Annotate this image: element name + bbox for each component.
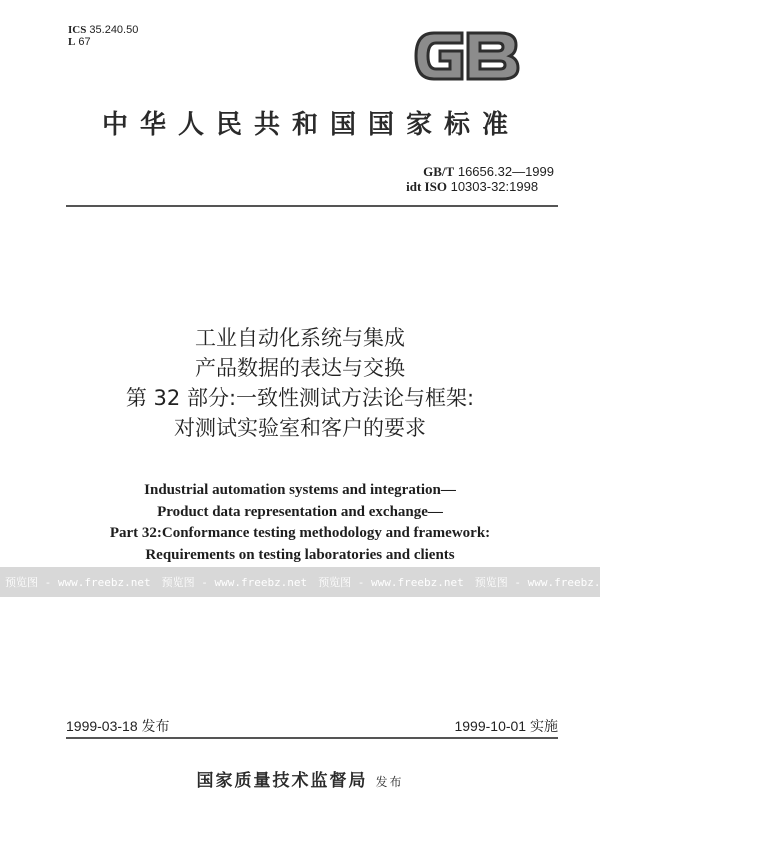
- gbt-number: GB/T 16656.32—1999: [423, 164, 554, 179]
- header-divider: [66, 205, 558, 207]
- watermark-text: 预览图 - www.freebz.net: [5, 576, 151, 589]
- l-line: L 67: [68, 36, 91, 48]
- watermark-text: 预览图 - www.freebz.net: [474, 576, 621, 589]
- english-title-line: Industrial automation systems and integration—: [144, 482, 456, 498]
- ics-line: ICS 35.240.50: [68, 24, 139, 36]
- watermark-text: 预览图 - www.freebz.net: [318, 576, 464, 589]
- watermark-band: [0, 567, 777, 597]
- english-title-line: Part 32:Conformance testing methodology and framework:: [109, 525, 491, 541]
- english-title-line: Product data representation and exchange—: [157, 503, 443, 520]
- chinese-title: [0, 323, 600, 443]
- publisher-suffix: 发布: [375, 775, 404, 789]
- publisher: [0, 766, 600, 791]
- issue-date: 1999-03-18 发布: [66, 718, 170, 734]
- chinese-title-line: 对测试实验室和客户的要求: [174, 416, 426, 440]
- watermark-text: 预览图 - www.freebz.net: [161, 576, 308, 589]
- chinese-title-line: 产品数据的表达与交换: [195, 356, 405, 380]
- english-title-line: Requirements on testing laboratories and clients: [145, 546, 455, 563]
- publisher-name: 国家质量技术监督局: [196, 771, 368, 791]
- national-standard-title: 中华人民共和国国家标准: [101, 110, 520, 140]
- chinese-title-line: 工业自动化系统与集成: [195, 326, 405, 350]
- ics-classification: [68, 24, 138, 48]
- standard-number-block: [406, 164, 554, 194]
- idt-iso-number: idt ISO 10303-32:1998: [406, 179, 539, 194]
- watermark-text: 预览图 - www.freebz.net: [631, 576, 777, 589]
- implementation-date: 1999-10-01 实施: [454, 718, 558, 734]
- gb-logo-icon: [412, 27, 522, 85]
- english-title: [0, 480, 600, 566]
- chinese-title-line: 第 32 部分:一致性测试方法论与框架:: [125, 386, 475, 410]
- footer-divider: [66, 737, 558, 739]
